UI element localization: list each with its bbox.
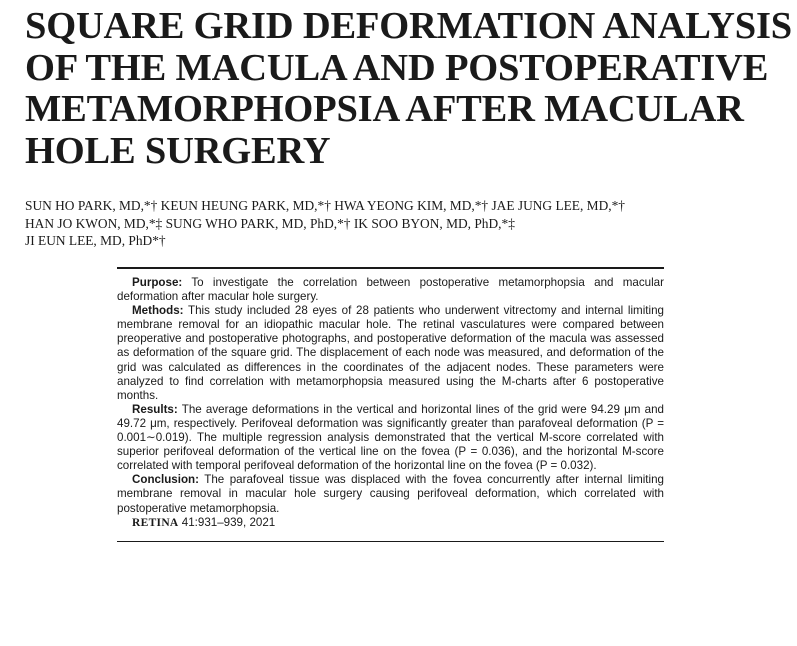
title-line-3: METAMORPHOPSIA AFTER MACULAR xyxy=(25,88,744,130)
methods-text: This study included 28 eyes of 28 patients who underwent vitrectomy and internal limiting membrane removal for an idiopathic macular hole. The retinal vasculatures were compared between preoperative and postoperative photographs, and postoperative deformation of the macula was assessed as deformation of the square grid. The displacement of each node was measured, and deformation of the grid was calculated as differences in the coordinates of the adjacent nodes. These parameters were analyzed to find correlation with metamorphopsia measured using the M-charts after 6 postoperative months. xyxy=(117,304,664,402)
author-line-3: JI EUN LEE, MD, PhD*† xyxy=(25,233,166,248)
author-line-1: SUN HO PARK, MD,*† KEUN HEUNG PARK, MD,*† HWA YEONG KIM, MD,*† JAE JUNG LEE, MD,*† xyxy=(25,198,625,213)
methods-label: Methods: xyxy=(132,304,184,318)
results-text: The average deformations in the vertical and horizontal lines of the grid were 94.29 μm and 49.72 μm, respectively. Perifoveal deformation was significantly greater than parafoveal deformation (P = 0.001∼0.019). The multiple regression analysis demonstrated that the vertical M-score correlated with superior perifoveal deformation of the vertical line on the fovea (P = 0.036), and the horizontal M-score correlated with temporal perifoveal deformation of the horizontal line on the fovea (P = 0.032). xyxy=(117,402,664,473)
purpose-label: Purpose: xyxy=(132,276,183,289)
title-line-1: SQUARE GRID DEFORMATION ANALYSIS xyxy=(25,5,792,47)
abstract-results xyxy=(117,403,664,473)
abstract-methods xyxy=(117,304,664,403)
conclusion-text: The parafoveal tissue was displaced with the fovea concurrently after internal limiting membrane removal in macular hole surgery causing perifoveal deformation, which correlated with postoperative metamorphopsia. xyxy=(117,473,664,515)
citation-details: 41:931–939, 2021 xyxy=(178,515,276,529)
results-label: Results: xyxy=(132,402,178,416)
title-line-2: OF THE MACULA AND POSTOPERATIVE xyxy=(25,46,769,89)
conclusion-label: Conclusion: xyxy=(132,473,199,487)
author-line-2: HAN JO KWON, MD,*‡ SUNG WHO PARK, MD, PhD,*† IK SOO BYON, MD, PhD,*‡ xyxy=(25,215,515,231)
abstract-purpose xyxy=(117,276,664,304)
purpose-text: To investigate the correlation between postoperative metamorphopsia and macular deformation after macular hole surgery. xyxy=(117,276,664,304)
author-list xyxy=(25,197,790,250)
article-title xyxy=(25,5,792,172)
abstract-box xyxy=(117,267,664,542)
journal-name: RETINA xyxy=(132,516,179,529)
title-line-4: HOLE SURGERY xyxy=(25,129,331,172)
journal-citation xyxy=(117,516,664,530)
abstract-conclusion xyxy=(117,473,664,515)
